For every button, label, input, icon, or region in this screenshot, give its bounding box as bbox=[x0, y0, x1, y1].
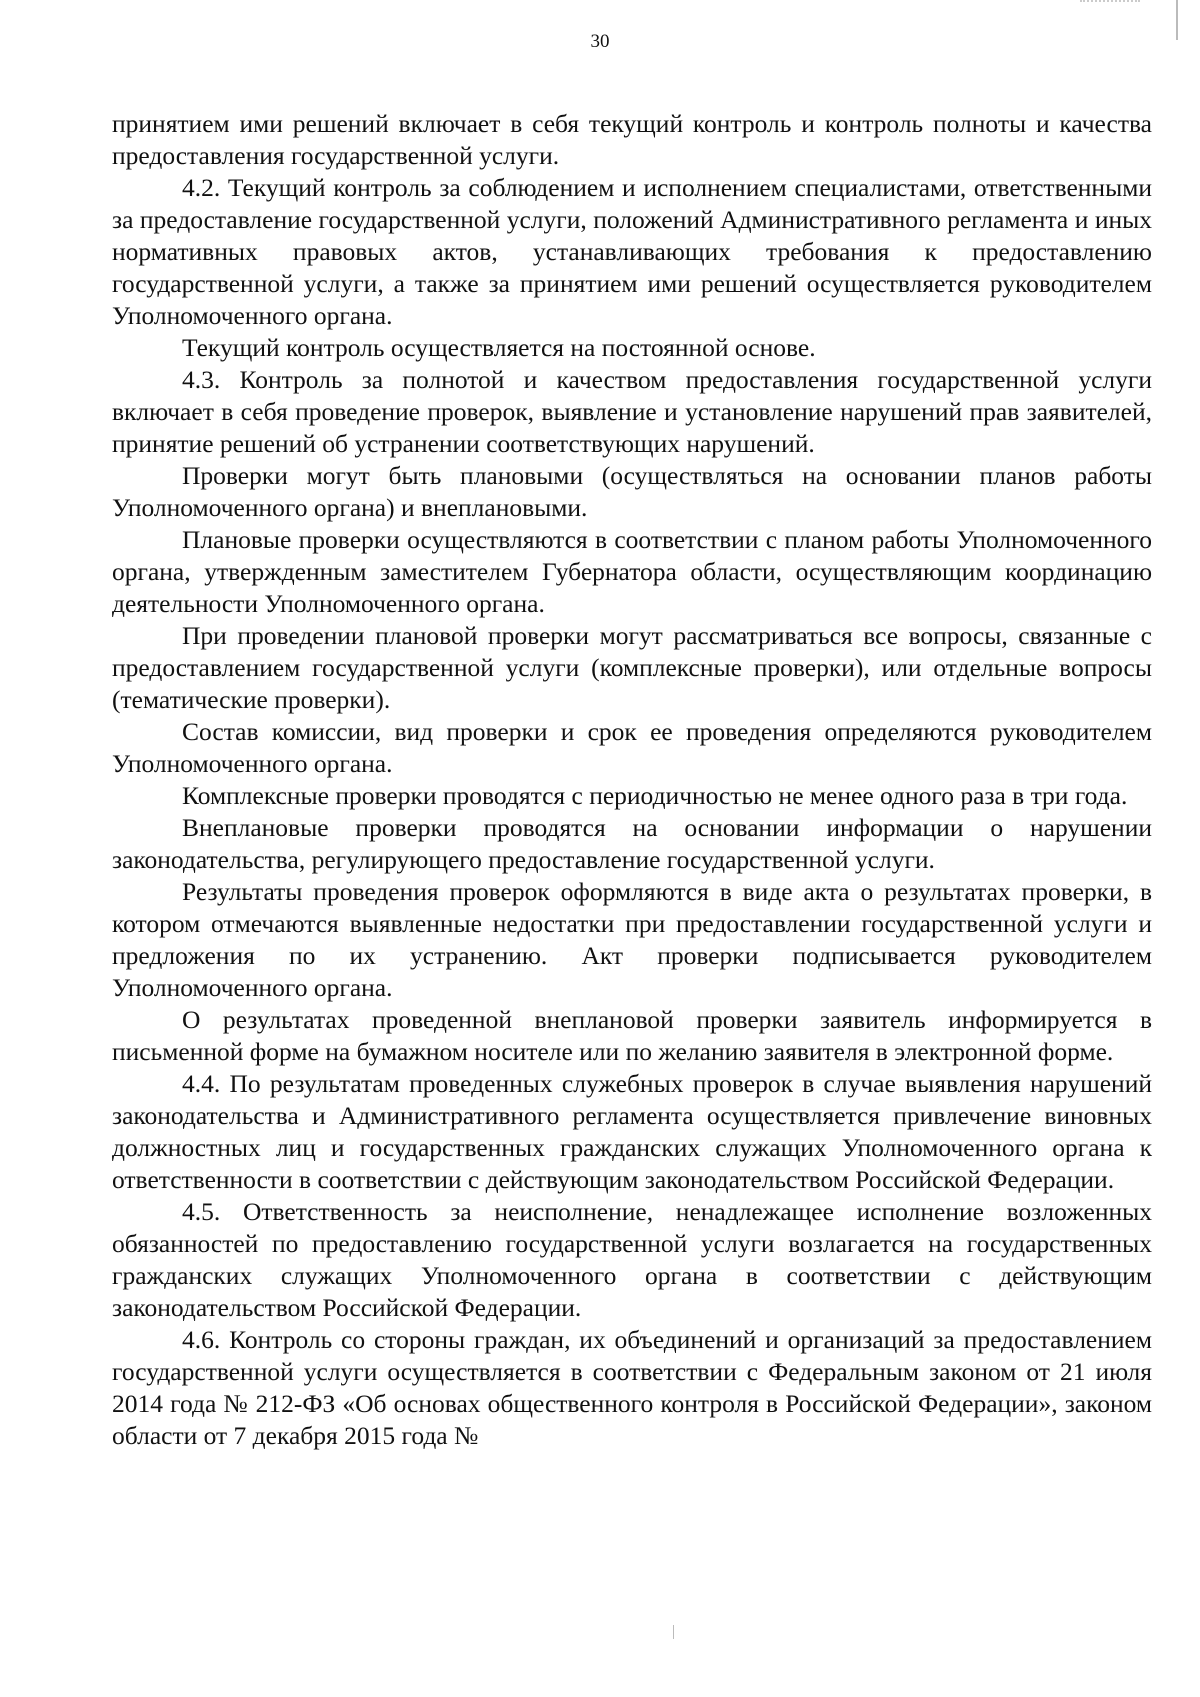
paragraph-planned-inspection-scope: При проведении плановой проверки могут рассматриваться все вопросы, связанные с предоставлением государственной услуги (комплексные проверки), или отдельные вопросы (тематические проверки). bbox=[112, 621, 1152, 714]
paragraph-current-control: Текущий контроль осуществляется на постоянной основе. bbox=[182, 333, 816, 362]
paragraph-inspection-results: Результаты проведения проверок оформляются в виде акта о результатах проверки, в котором отмечаются выявленные недостатки при предоставлении государственной услуги и предложения по их устранению. Акт проверки подписывается руководителем Уполномоченного органа. bbox=[112, 877, 1152, 1002]
paragraph-planned-inspections: Плановые проверки осуществляются в соответствии с планом работы Уполномоченного органа, утвержденным заместителем Губернатора области, осуществляющим координацию деятельности Уполномоченного органа. bbox=[112, 525, 1152, 618]
paragraph-inspection-types: Проверки могут быть плановыми (осуществляться на основании планов работы Уполномоченного органа) и внеплановыми. bbox=[112, 461, 1152, 522]
paragraph-commission: Состав комиссии, вид проверки и срок ее проведения определяются руководителем Уполномоченного органа. bbox=[112, 717, 1152, 778]
paragraph-unplanned-inspections: Внеплановые проверки проводятся на основании информации о нарушении законодательства, регулирующего предоставление государственной услуги. bbox=[112, 813, 1152, 874]
body-text bbox=[112, 108, 1152, 1452]
paragraph-4-5: 4.5. Ответственность за неисполнение, ненадлежащее исполнение возложенных обязанностей по предоставлению государственной услуги возлагается на государственных гражданских служащих Уполномоченного органа в соответствии с действующим законодательством Российской Федерации. bbox=[112, 1197, 1152, 1322]
scan-artifact bbox=[673, 1625, 674, 1639]
page-number: 30 bbox=[590, 31, 610, 52]
paragraph-4-4: 4.4. По результатам проведенных служебных проверок в случае выявления нарушений законодательства и Административного регламента осуществляется привлечение виновных должностных лиц и государственных гражданских служащих Уполномоченного органа к ответственности в соответствии с действующим законодательством Российской Федерации. bbox=[112, 1069, 1152, 1194]
paragraph-continuation: принятием ими решений включает в себя текущий контроль и контроль полноты и качества предоставления государственной услуги. bbox=[112, 109, 1152, 170]
paragraph-4-6: 4.6. Контроль со стороны граждан, их объединений и организаций за предоставлением государственной услуги осуществляется в соответствии с Федеральным законом от 21 июля 2014 года № 212-ФЗ «Об основах общественного контроля в Российской Федерации», законом области от 7 декабря 2015 года № bbox=[112, 1325, 1152, 1450]
paragraph-complex-inspections: Комплексные проверки проводятся с периодичностью не менее одного раза в три года. bbox=[182, 781, 1128, 810]
paragraph-4-3: 4.3. Контроль за полнотой и качеством предоставления государственной услуги включает в себя проведение проверок, выявление и установление нарушений прав заявителей, принятие решений об устранении соответствующих нарушений. bbox=[112, 365, 1152, 458]
paragraph-4-2: 4.2. Текущий контроль за соблюдением и исполнением специалистами, ответственными за предоставление государственной услуги, положений Административного регламента и иных нормативных правовых актов, устанавливающих требования к предоставлению государственной услуги, а также за принятием ими решений осуществляется руководителем Уполномоченного органа. bbox=[112, 173, 1152, 330]
scan-artifact bbox=[1080, 0, 1140, 6]
paragraph-applicant-notification: О результатах проведенной внеплановой проверки заявитель информируется в письменной форме на бумажном носителе или по желанию заявителя в электронной форме. bbox=[112, 1005, 1152, 1066]
